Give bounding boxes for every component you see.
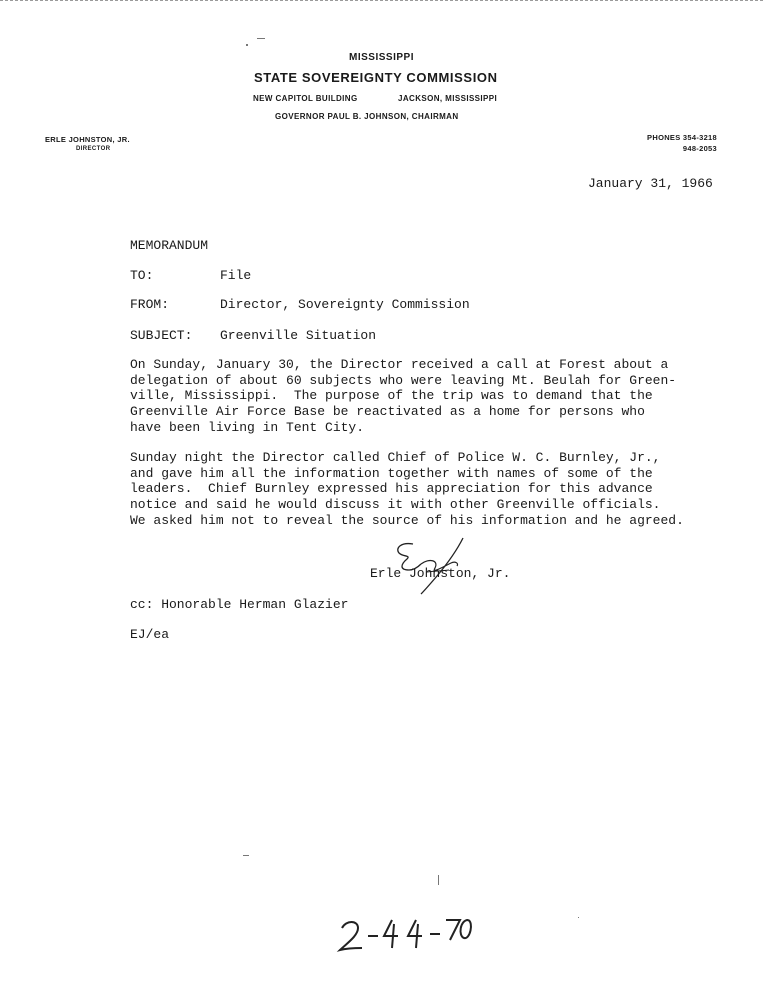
handwritten-file-number (336, 914, 476, 956)
signature-typed-name: Erle Johnston, Jr. (370, 566, 511, 581)
memo-paragraph-2 (130, 450, 684, 529)
paper-speck (246, 44, 248, 46)
letterhead-state: MISSISSIPPI (349, 52, 414, 63)
letterhead-director-title: DIRECTOR (76, 146, 111, 152)
paragraph-line: notice and said he would discuss it with other Greenville officials. (130, 497, 661, 513)
paper-speck (578, 917, 579, 918)
from-label: FROM: (130, 297, 170, 312)
paper-speck (243, 855, 249, 856)
letterhead-governor: GOVERNOR PAUL B. JOHNSON, CHAIRMAN (275, 112, 459, 121)
paragraph-line: delegation of about 60 subjects who were leaving Mt. Beulah for Green- (130, 372, 677, 388)
paragraph-line: Greenville Air Force Base be reactivated as a home for persons who (130, 404, 645, 420)
paragraph-line: have been living in Tent City. (130, 419, 365, 435)
paragraph-line: leaders. Chief Burnley expressed his appreciation for this advance (130, 481, 653, 497)
letterhead-commission-name: STATE SOVEREIGNTY COMMISSION (254, 70, 498, 85)
letterhead-city: JACKSON, MISSISSIPPI (398, 94, 498, 103)
subject-value: Greenville Situation (220, 328, 377, 343)
paragraph-line: and gave him all the information together with names of some of the (130, 465, 653, 481)
memo-heading: MEMORANDUM (130, 238, 209, 253)
to-value: File (220, 268, 252, 283)
paragraph-line: ville, Mississippi. The purpose of the trip was to demand that the (130, 388, 653, 404)
to-label: TO: (130, 268, 154, 283)
carbon-copy-line: cc: Honorable Herman Glazier (130, 597, 349, 612)
typist-initials: EJ/ea (130, 627, 170, 642)
letterhead-phone-primary: PHONES 354-3218 (647, 133, 717, 142)
paragraph-line: On Sunday, January 30, the Director received a call at Forest about a (130, 357, 669, 372)
memo-paragraph-1 (130, 357, 676, 436)
letterhead-building: NEW CAPITOL BUILDING (253, 94, 358, 103)
memo-date: January 31, 1966 (588, 176, 713, 191)
paragraph-line: Sunday night the Director called Chief of Police W. C. Burnley, Jr., (130, 450, 661, 465)
paragraph-line: We asked him not to reveal the source of his information and he agreed. (130, 512, 684, 528)
page-top-edge (0, 0, 763, 7)
letterhead-director-name: ERLE JOHNSTON, JR. (45, 135, 130, 144)
letterhead-phone-secondary: 948-2053 (682, 144, 717, 153)
from-value: Director, Sovereignty Commission (220, 297, 470, 312)
paper-speck (257, 38, 265, 39)
subject-label: SUBJECT: (130, 328, 193, 343)
paper-speck (438, 875, 439, 885)
